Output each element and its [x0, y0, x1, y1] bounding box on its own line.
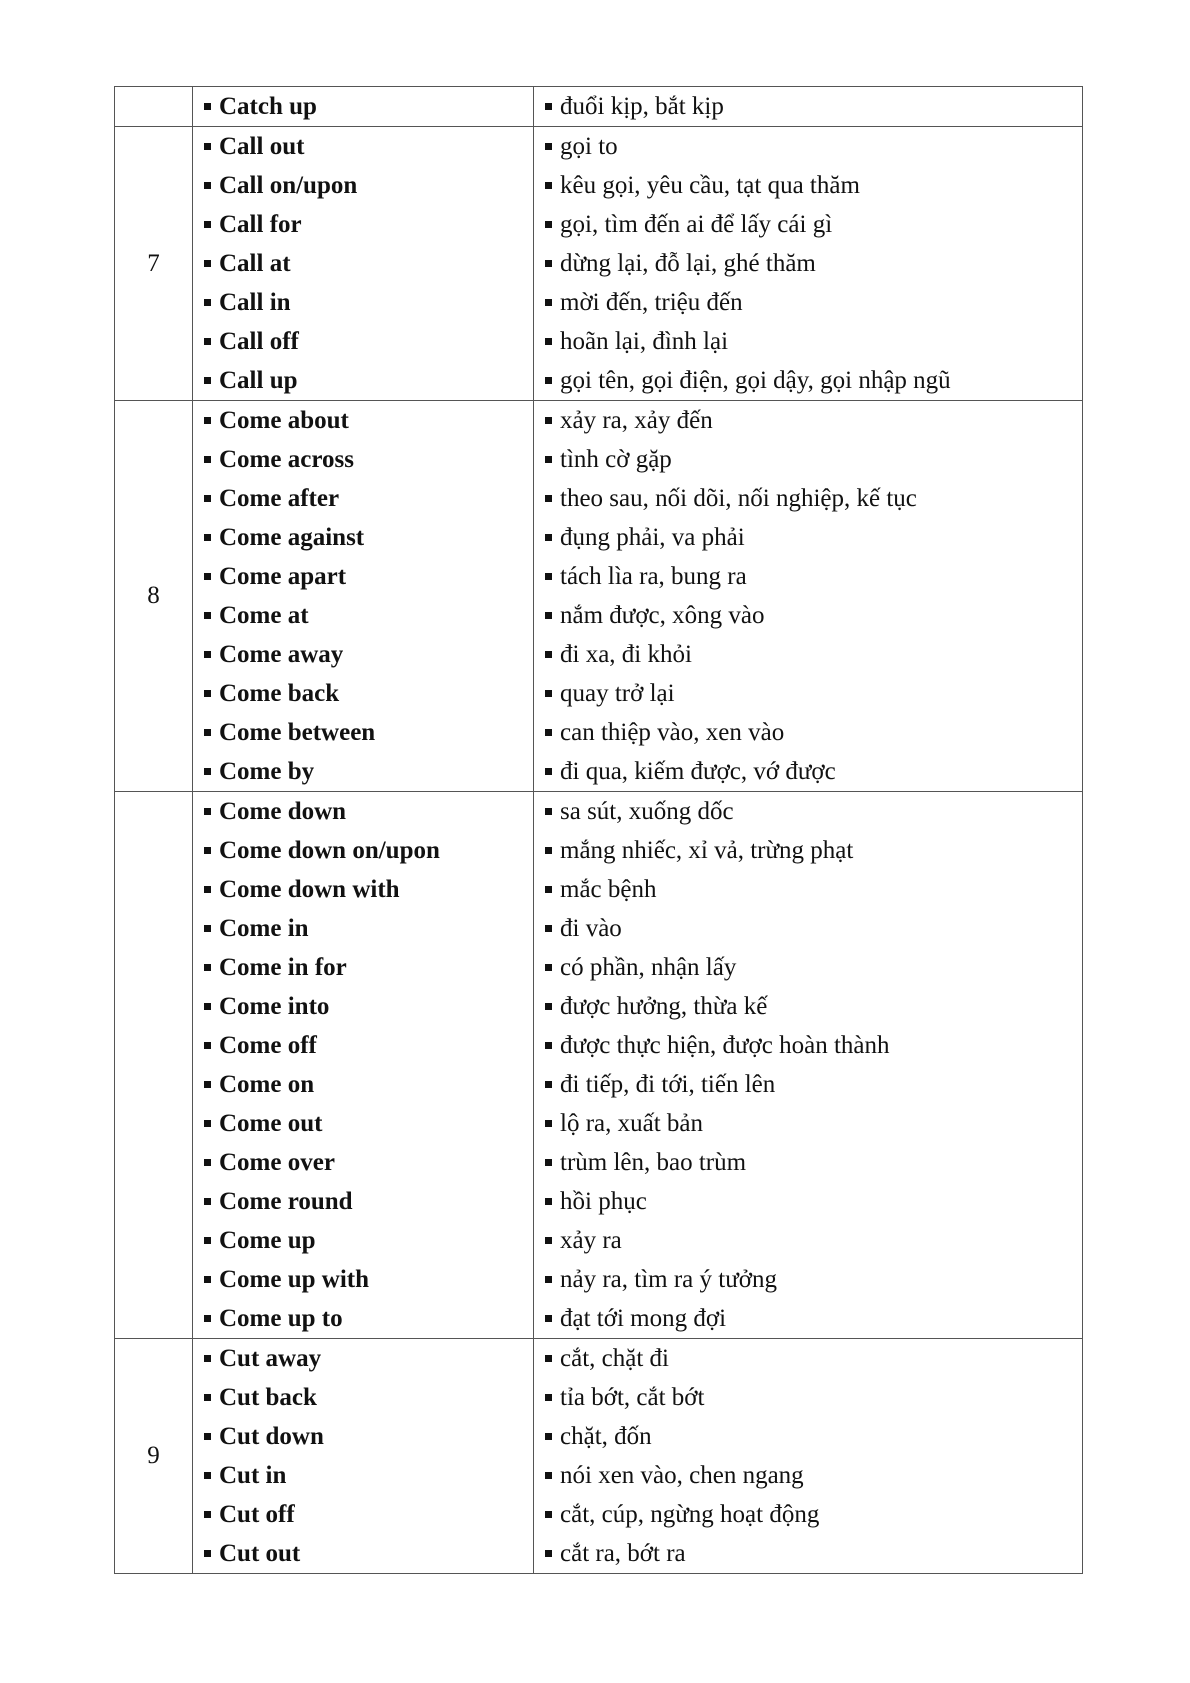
meaning-text: đụng phải, va phải — [560, 524, 745, 551]
meaning-item — [534, 1104, 1082, 1143]
phrasal-verb-text: Come in — [219, 915, 309, 942]
phrasal-verb-item — [193, 1026, 533, 1065]
meaning-text: chặt, đốn — [560, 1423, 652, 1450]
phrasal-verb-item — [193, 166, 533, 205]
meaning-item — [534, 987, 1082, 1026]
meaning-text: mắng nhiếc, xỉ vả, trừng phạt — [560, 837, 854, 864]
meaning-text: cắt, cúp, ngừng hoạt động — [560, 1501, 820, 1528]
meaning-text: quay trở lại — [560, 680, 675, 707]
meaning-item — [534, 792, 1082, 831]
phrasal-verb-cell — [193, 1339, 534, 1574]
phrasal-verb-item — [193, 283, 533, 322]
square-bullet-icon — [204, 103, 211, 110]
phrasal-verb-text: Come about — [219, 407, 349, 434]
square-bullet-icon — [545, 1315, 552, 1322]
phrasal-verb-item — [193, 1495, 533, 1534]
meaning-text: gọi to — [560, 133, 618, 160]
group-number-cell — [115, 127, 193, 401]
phrasal-verb-cell — [193, 127, 534, 401]
phrasal-verb-text: Call at — [219, 250, 291, 277]
phrasal-verb-text: Come back — [219, 680, 340, 707]
meaning-item — [534, 674, 1082, 713]
square-bullet-icon — [204, 1315, 211, 1322]
meaning-item — [534, 244, 1082, 283]
square-bullet-icon — [545, 456, 552, 463]
phrasal-verb-item — [193, 870, 533, 909]
phrasal-verb-item — [193, 1534, 533, 1573]
meaning-text: đuổi kịp, bắt kịp — [560, 93, 724, 120]
phrasal-verb-text: Come apart — [219, 563, 347, 590]
meaning-text: hoãn lại, đình lại — [560, 328, 729, 355]
phrasal-verb-item — [193, 596, 533, 635]
square-bullet-icon — [545, 612, 552, 619]
meaning-item — [534, 166, 1082, 205]
meaning-text: được hưởng, thừa kế — [560, 993, 768, 1020]
meaning-item — [534, 1378, 1082, 1417]
phrasal-verb-text: Cut back — [219, 1384, 317, 1411]
square-bullet-icon — [545, 1433, 552, 1440]
phrasal-verb-text: Cut away — [219, 1345, 322, 1372]
table-row — [115, 87, 1083, 127]
square-bullet-icon — [204, 886, 211, 893]
square-bullet-icon — [545, 1042, 552, 1049]
square-bullet-icon — [545, 417, 552, 424]
phrasal-verb-text: Come in for — [219, 954, 347, 981]
meaning-text: tách lìa ra, bung ra — [560, 563, 747, 590]
square-bullet-icon — [545, 1511, 552, 1518]
square-bullet-icon — [545, 1394, 552, 1401]
group-number-cell — [115, 792, 193, 1339]
square-bullet-icon — [204, 182, 211, 189]
phrasal-verb-cell — [193, 87, 534, 127]
phrasal-verb-item — [193, 752, 533, 791]
phrasal-verb-item — [193, 1260, 533, 1299]
square-bullet-icon — [204, 338, 211, 345]
meaning-item — [534, 1221, 1082, 1260]
meaning-text: dừng lại, đỗ lại, ghé thăm — [560, 250, 816, 277]
square-bullet-icon — [545, 1120, 552, 1127]
square-bullet-icon — [545, 260, 552, 267]
meaning-cell — [534, 792, 1083, 1339]
square-bullet-icon — [545, 964, 552, 971]
phrasal-verb-text: Come on — [219, 1071, 315, 1098]
meaning-item — [534, 1260, 1082, 1299]
meaning-item — [534, 870, 1082, 909]
phrasal-verb-table — [114, 86, 1083, 1574]
phrasal-verb-text: Cut out — [219, 1540, 301, 1567]
phrasal-verb-item — [193, 361, 533, 400]
table-row — [115, 792, 1083, 1339]
square-bullet-icon — [204, 143, 211, 150]
phrasal-verb-text: Come into — [219, 993, 330, 1020]
phrasal-verb-text: Come off — [219, 1032, 317, 1059]
phrasal-verb-item — [193, 322, 533, 361]
meaning-cell — [534, 127, 1083, 401]
meaning-cell — [534, 87, 1083, 127]
square-bullet-icon — [204, 690, 211, 697]
meaning-item — [534, 596, 1082, 635]
phrasal-verb-item — [193, 1378, 533, 1417]
square-bullet-icon — [204, 1159, 211, 1166]
square-bullet-icon — [545, 925, 552, 932]
meaning-text: đi tiếp, đi tới, tiến lên — [560, 1071, 776, 1098]
phrasal-verb-text: Come down on/upon — [219, 837, 440, 864]
meaning-text: nắm được, xông vào — [560, 602, 765, 629]
square-bullet-icon — [545, 651, 552, 658]
phrasal-verb-item — [193, 635, 533, 674]
square-bullet-icon — [204, 260, 211, 267]
phrasal-verb-item — [193, 1104, 533, 1143]
meaning-text: tỉa bớt, cắt bớt — [560, 1384, 705, 1411]
square-bullet-icon — [545, 886, 552, 893]
meaning-item — [534, 283, 1082, 322]
square-bullet-icon — [204, 1550, 211, 1557]
meaning-item — [534, 635, 1082, 674]
meaning-cell — [534, 401, 1083, 792]
square-bullet-icon — [545, 1276, 552, 1283]
meaning-item — [534, 361, 1082, 400]
meaning-item — [534, 1534, 1082, 1573]
phrasal-verb-item — [193, 1417, 533, 1456]
meaning-text: được thực hiện, được hoàn thành — [560, 1032, 890, 1059]
square-bullet-icon — [204, 221, 211, 228]
square-bullet-icon — [545, 221, 552, 228]
meaning-text: đi xa, đi khỏi — [560, 641, 692, 668]
document-page — [114, 86, 1083, 1574]
square-bullet-icon — [204, 1394, 211, 1401]
phrasal-verb-text: Come over — [219, 1149, 335, 1176]
phrasal-verb-item — [193, 1143, 533, 1182]
phrasal-verb-text: Come out — [219, 1110, 323, 1137]
meaning-text: kêu gọi, yêu cầu, tạt qua thăm — [560, 172, 860, 199]
square-bullet-icon — [204, 495, 211, 502]
meaning-item — [534, 401, 1082, 440]
phrasal-verb-item — [193, 205, 533, 244]
phrasal-verb-item — [193, 909, 533, 948]
square-bullet-icon — [545, 299, 552, 306]
meaning-item — [534, 518, 1082, 557]
meaning-text: can thiệp vào, xen vào — [560, 719, 785, 746]
group-number-cell — [115, 401, 193, 792]
square-bullet-icon — [204, 651, 211, 658]
meaning-text: lộ ra, xuất bản — [560, 1110, 704, 1137]
square-bullet-icon — [204, 847, 211, 854]
meaning-text: xảy ra — [560, 1227, 622, 1254]
group-number-cell — [115, 1339, 193, 1574]
meaning-text: cắt ra, bớt ra — [560, 1540, 686, 1567]
square-bullet-icon — [545, 1003, 552, 1010]
meaning-item — [534, 1026, 1082, 1065]
square-bullet-icon — [545, 534, 552, 541]
meaning-item — [534, 1182, 1082, 1221]
phrasal-verb-item — [193, 1065, 533, 1104]
square-bullet-icon — [545, 338, 552, 345]
square-bullet-icon — [204, 1120, 211, 1127]
meaning-text: nảy ra, tìm ra ý tưởng — [560, 1266, 777, 1293]
phrasal-verb-cell — [193, 401, 534, 792]
phrasal-verb-text: Call off — [219, 328, 299, 355]
meaning-item — [534, 909, 1082, 948]
square-bullet-icon — [545, 377, 552, 384]
meaning-text: tình cờ gặp — [560, 446, 672, 473]
phrasal-verb-item — [193, 948, 533, 987]
meaning-item — [534, 1299, 1082, 1338]
phrasal-verb-text: Cut in — [219, 1462, 287, 1489]
square-bullet-icon — [545, 495, 552, 502]
meaning-item — [534, 479, 1082, 518]
table-row — [115, 1339, 1083, 1574]
meaning-item — [534, 1065, 1082, 1104]
square-bullet-icon — [545, 1159, 552, 1166]
phrasal-verb-item — [193, 244, 533, 283]
group-number: 9 — [147, 1442, 160, 1469]
square-bullet-icon — [204, 377, 211, 384]
phrasal-verb-text: Come down with — [219, 876, 400, 903]
meaning-item — [534, 127, 1082, 166]
phrasal-verb-item — [193, 401, 533, 440]
square-bullet-icon — [545, 1550, 552, 1557]
square-bullet-icon — [545, 573, 552, 580]
square-bullet-icon — [545, 103, 552, 110]
group-number-cell — [115, 87, 193, 127]
square-bullet-icon — [204, 768, 211, 775]
square-bullet-icon — [545, 1081, 552, 1088]
phrasal-verb-text: Call on/upon — [219, 172, 358, 199]
meaning-item — [534, 1143, 1082, 1182]
phrasal-verb-item — [193, 987, 533, 1026]
meaning-item — [534, 1495, 1082, 1534]
group-number: 7 — [147, 249, 160, 277]
phrasal-verb-item — [193, 1182, 533, 1221]
phrasal-verb-item — [193, 1221, 533, 1260]
phrasal-verb-text: Come at — [219, 602, 309, 629]
meaning-item — [534, 322, 1082, 361]
meaning-text: nói xen vào, chen ngang — [560, 1462, 804, 1489]
square-bullet-icon — [204, 1003, 211, 1010]
square-bullet-icon — [204, 1276, 211, 1283]
meaning-item — [534, 205, 1082, 244]
table-row — [115, 401, 1083, 792]
table-row — [115, 127, 1083, 401]
phrasal-verb-text: Catch up — [219, 93, 317, 120]
meaning-text: đạt tới mong đợi — [560, 1305, 727, 1332]
phrasal-verb-text: Call in — [219, 289, 291, 316]
phrasal-verb-item — [193, 557, 533, 596]
square-bullet-icon — [204, 1433, 211, 1440]
square-bullet-icon — [545, 1472, 552, 1479]
phrasal-verb-text: Cut off — [219, 1501, 295, 1528]
square-bullet-icon — [204, 1472, 211, 1479]
square-bullet-icon — [204, 1355, 211, 1362]
meaning-text: đi qua, kiếm được, vớ được — [560, 758, 836, 785]
phrasal-verb-text: Come up — [219, 1227, 316, 1254]
meaning-item — [534, 831, 1082, 870]
square-bullet-icon — [545, 847, 552, 854]
square-bullet-icon — [545, 1237, 552, 1244]
meaning-text: theo sau, nối dõi, nối nghiệp, kế tục — [560, 485, 917, 512]
phrasal-verb-item — [193, 479, 533, 518]
square-bullet-icon — [545, 768, 552, 775]
meaning-item — [534, 440, 1082, 479]
square-bullet-icon — [204, 1511, 211, 1518]
square-bullet-icon — [545, 143, 552, 150]
meaning-text: gọi, tìm đến ai để lấy cái gì — [560, 211, 833, 238]
square-bullet-icon — [204, 964, 211, 971]
group-number: 8 — [147, 582, 160, 609]
meaning-text: sa sút, xuống dốc — [560, 798, 734, 825]
phrasal-verb-item — [193, 1339, 533, 1378]
phrasal-verb-text: Call up — [219, 367, 298, 394]
square-bullet-icon — [545, 690, 552, 697]
phrasal-verb-text: Come up to — [219, 1305, 343, 1332]
phrasal-verb-item — [193, 1456, 533, 1495]
square-bullet-icon — [545, 808, 552, 815]
phrasal-verb-cell — [193, 792, 534, 1339]
phrasal-verb-text: Come across — [219, 446, 354, 473]
phrasal-verb-item — [193, 440, 533, 479]
phrasal-verb-item — [193, 831, 533, 870]
phrasal-verb-text: Come down — [219, 798, 347, 825]
meaning-text: xảy ra, xảy đến — [560, 407, 713, 434]
meaning-item — [534, 948, 1082, 987]
meaning-text: có phần, nhận lấy — [560, 954, 737, 981]
square-bullet-icon — [204, 808, 211, 815]
square-bullet-icon — [545, 182, 552, 189]
meaning-text: cắt, chặt đi — [560, 1345, 669, 1372]
meaning-item — [534, 557, 1082, 596]
square-bullet-icon — [204, 1198, 211, 1205]
phrasal-verb-text: Come against — [219, 524, 365, 551]
meaning-item — [534, 1417, 1082, 1456]
meaning-item — [534, 1456, 1082, 1495]
phrasal-verb-item — [193, 792, 533, 831]
phrasal-verb-item — [193, 674, 533, 713]
meaning-text: đi vào — [560, 915, 622, 942]
meaning-text: hồi phục — [560, 1188, 647, 1215]
square-bullet-icon — [204, 1081, 211, 1088]
square-bullet-icon — [545, 1198, 552, 1205]
phrasal-verb-item — [193, 1299, 533, 1338]
square-bullet-icon — [204, 417, 211, 424]
meaning-cell — [534, 1339, 1083, 1574]
square-bullet-icon — [204, 573, 211, 580]
square-bullet-icon — [204, 612, 211, 619]
phrasal-verb-text: Come round — [219, 1188, 353, 1215]
meaning-text: mời đến, triệu đến — [560, 289, 743, 316]
table-body — [115, 87, 1083, 1574]
square-bullet-icon — [204, 299, 211, 306]
phrasal-verb-item — [193, 87, 533, 126]
meaning-text: mắc bệnh — [560, 876, 657, 903]
square-bullet-icon — [545, 729, 552, 736]
phrasal-verb-item — [193, 518, 533, 557]
square-bullet-icon — [204, 1042, 211, 1049]
meaning-item — [534, 1339, 1082, 1378]
square-bullet-icon — [204, 534, 211, 541]
square-bullet-icon — [545, 1355, 552, 1362]
meaning-item — [534, 752, 1082, 791]
meaning-item — [534, 713, 1082, 752]
phrasal-verb-text: Come up with — [219, 1266, 370, 1293]
phrasal-verb-text: Cut down — [219, 1423, 324, 1450]
square-bullet-icon — [204, 456, 211, 463]
phrasal-verb-text: Come by — [219, 758, 315, 785]
phrasal-verb-text: Come away — [219, 641, 344, 668]
square-bullet-icon — [204, 729, 211, 736]
square-bullet-icon — [204, 925, 211, 932]
phrasal-verb-text: Call out — [219, 133, 305, 160]
phrasal-verb-item — [193, 127, 533, 166]
meaning-text: gọi tên, gọi điện, gọi dậy, gọi nhập ngũ — [560, 367, 951, 394]
phrasal-verb-item — [193, 713, 533, 752]
square-bullet-icon — [204, 1237, 211, 1244]
phrasal-verb-text: Call for — [219, 211, 302, 238]
meaning-item — [534, 87, 1082, 126]
phrasal-verb-text: Come between — [219, 719, 376, 746]
phrasal-verb-text: Come after — [219, 485, 340, 512]
meaning-text: trùm lên, bao trùm — [560, 1149, 747, 1176]
